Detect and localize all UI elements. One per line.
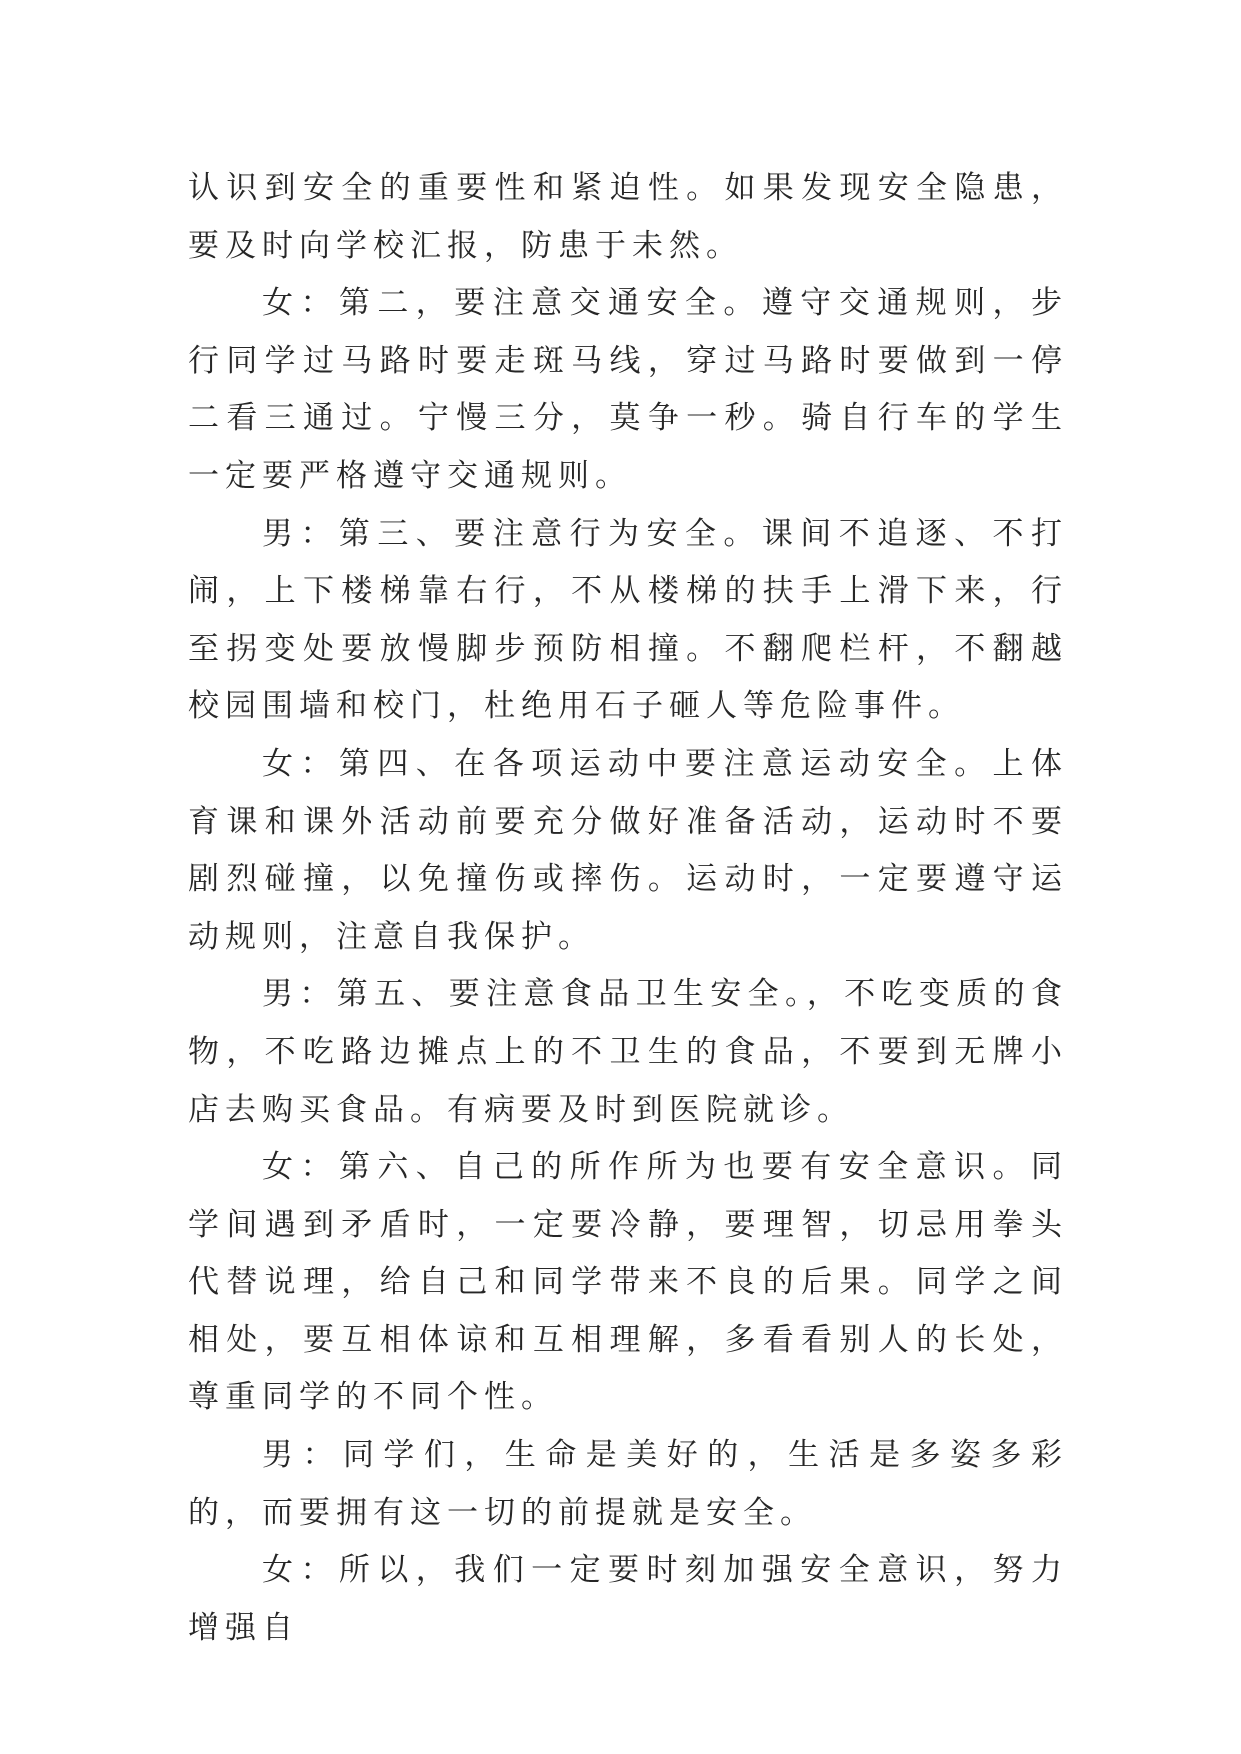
paragraph-behavior-safety: 男：第三、要注意行为安全。课间不追逐、不打闹，上下楼梯靠右行，不从楼梯的扶手上滑下来，行至拐变处要放慢脚步预防相撞。不翻爬栏杆，不翻越校园围墙和校门，杜绝用石子砸人等危险事件。 [188, 515, 1068, 725]
paragraph-food-safety: 男：第五、要注意食品卫生安全。，不吃变质的食物，不吃路边摊点上的不卫生的食品，不要到无牌小店去购买食品。有病要及时到医院就诊。 [188, 976, 1068, 1128]
paragraph-closing: 女：所以，我们一定要时刻加强安全意识，努力增强自 [188, 1552, 1068, 1646]
body-text [188, 160, 1068, 1657]
paragraph-sports-safety: 女：第四、在各项运动中要注意运动安全。上体育课和课外活动前要充分做好准备活动，运动时不要剧烈碰撞，以免撞伤或摔伤。运动时，一定要遵守运动规则，注意自我保护。 [188, 745, 1068, 955]
paragraph-life-is-beautiful: 男：同学们，生命是美好的，生活是多姿多彩的，而要拥有这一切的前提就是安全。 [188, 1437, 1068, 1531]
paragraph-conduct-awareness: 女：第六、自己的所作所为也要有安全意识。同学间遇到矛盾时，一定要冷静，要理智，切忌用拳头代替说理，给自己和同学带来不良的后果。同学之间相处，要互相体谅和互相理解，多看看别人的长处，尊重同学的不同个性。 [188, 1149, 1068, 1416]
paragraph-traffic-safety: 女：第二，要注意交通安全。遵守交通规则，步行同学过马路时要走斑马线，穿过马路时要做到一停二看三通过。宁慢三分，莫争一秒。骑自行车的学生一定要严格遵守交通规则。 [188, 285, 1068, 494]
paragraph-continuation: 认识到安全的重要性和紧迫性。如果发现安全隐患，要及时向学校汇报，防患于未然。 [188, 170, 1068, 264]
